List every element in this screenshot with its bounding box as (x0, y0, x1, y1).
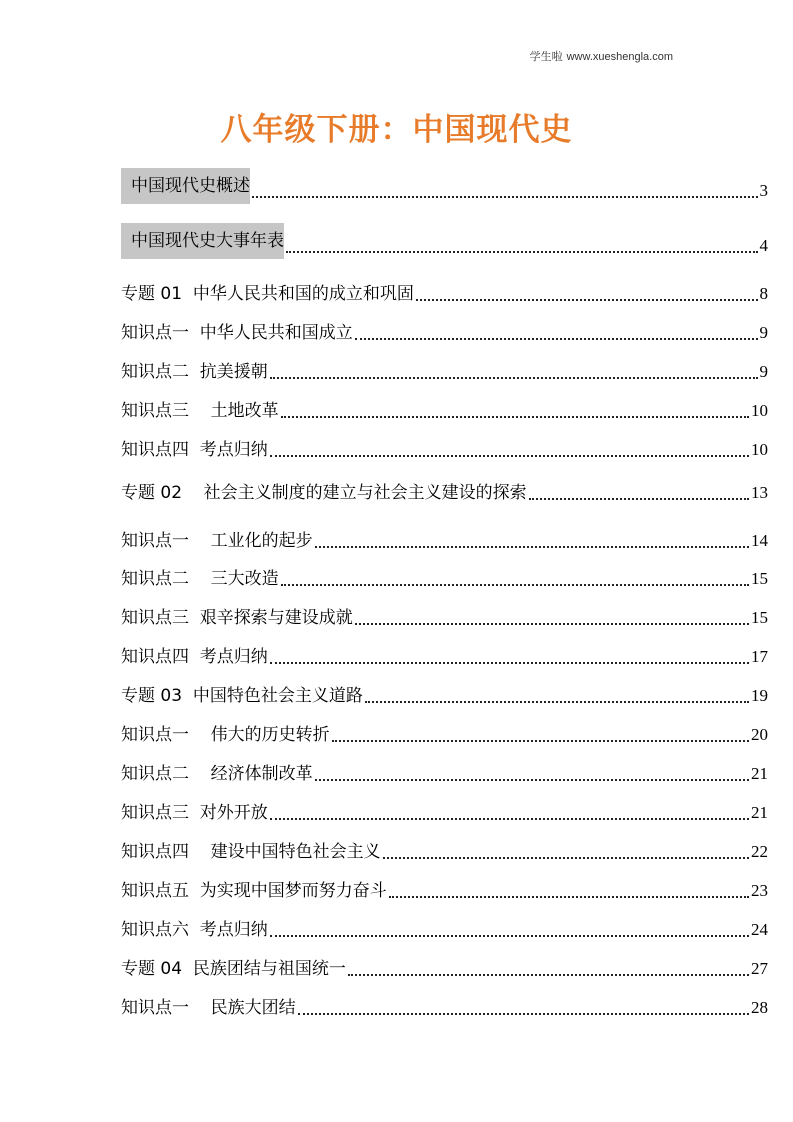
toc-leader-dots (270, 662, 749, 664)
toc-entry-page: 4 (759, 236, 768, 255)
toc-entry-page: 13 (751, 483, 768, 502)
toc-entry[interactable] (121, 605, 768, 631)
toc-entry[interactable] (121, 800, 768, 826)
toc-entry[interactable] (121, 233, 768, 259)
toc-entry[interactable] (121, 839, 768, 865)
toc-entry[interactable] (121, 566, 768, 592)
toc-leader-dots (315, 546, 749, 548)
toc-entry-label: 知识点二 抗美援朝 (121, 362, 268, 382)
page-title: 八年级下册：中国现代史 (220, 112, 573, 148)
toc-entry-label: 知识点三 土地改革 (121, 401, 279, 421)
toc-entry-label: 专题 04 民族团结与祖国统一 (121, 959, 346, 979)
toc-entry-label: 专题 01 中华人民共和国的成立和巩固 (121, 284, 414, 304)
toc-entry-label: 知识点三 对外开放 (121, 803, 268, 823)
toc-entry-page: 21 (751, 764, 768, 783)
toc-entry[interactable] (121, 761, 768, 787)
toc-leader-dots (270, 377, 758, 379)
toc-leader-dots (270, 935, 749, 937)
toc-leader-dots (529, 498, 749, 500)
toc-entry-label: 专题 02 社会主义制度的建立与社会主义建设的探索 (121, 483, 527, 503)
toc-entry-page: 10 (751, 401, 768, 420)
toc-entry[interactable] (121, 722, 768, 748)
toc-leader-dots (281, 416, 749, 418)
toc-entry[interactable] (121, 398, 768, 424)
toc-entry-label: 知识点一 中华人民共和国成立 (121, 323, 353, 343)
toc-entry-label: 知识点六 考点归纳 (121, 920, 268, 940)
toc-entry-page: 19 (751, 686, 768, 705)
toc-entry-page: 9 (759, 362, 768, 381)
toc-leader-dots (416, 299, 758, 301)
toc-entry-page: 27 (751, 959, 768, 978)
toc-entry-page: 9 (759, 323, 768, 342)
toc-entry[interactable] (121, 320, 768, 346)
toc-entry-label: 知识点二 三大改造 (121, 569, 279, 589)
toc-leader-dots (286, 251, 758, 253)
toc-entry-page: 3 (759, 181, 768, 200)
toc-entry[interactable] (121, 878, 768, 904)
toc-entry[interactable] (121, 178, 768, 204)
toc-entry-label: 中国现代史概述 (121, 168, 250, 204)
toc-entry-label: 知识点一 工业化的起步 (121, 531, 313, 551)
toc-entry-label: 中国现代史大事年表 (121, 223, 284, 259)
page-header (0, 48, 673, 64)
toc-entry-label: 专题 03 中国特色社会主义道路 (121, 686, 363, 706)
toc-leader-dots (332, 740, 749, 742)
toc-leader-dots (298, 1013, 749, 1015)
toc-leader-dots (389, 896, 749, 898)
toc-entry-page: 24 (751, 920, 768, 939)
toc-entry-page: 10 (751, 440, 768, 459)
header-brand: 学生啦 (529, 50, 563, 63)
toc-entry-page: 23 (751, 881, 768, 900)
toc-entry[interactable] (121, 956, 768, 982)
header-site: www.xueshengla.com (566, 51, 673, 63)
toc-leader-dots (348, 974, 749, 976)
toc-leader-dots (270, 455, 749, 457)
toc-leader-dots (365, 701, 749, 703)
toc-entry[interactable] (121, 528, 768, 554)
toc-entry-page: 14 (751, 531, 768, 550)
toc-leader-dots (252, 196, 758, 198)
toc-entry[interactable] (121, 683, 768, 709)
toc-entry[interactable] (121, 917, 768, 943)
toc-entry-label: 知识点一 伟大的历史转折 (121, 725, 330, 745)
toc-entry-page: 17 (751, 647, 768, 666)
toc-entry-label: 知识点二 经济体制改革 (121, 764, 313, 784)
toc-entry[interactable] (121, 359, 768, 385)
toc-entry-page: 21 (751, 803, 768, 822)
toc-entry-label: 知识点四 建设中国特色社会主义 (121, 842, 381, 862)
toc-entry[interactable] (121, 480, 768, 506)
toc-entry-label: 知识点四 考点归纳 (121, 440, 268, 460)
toc-entry[interactable] (121, 281, 768, 307)
toc-entry-page: 20 (751, 725, 768, 744)
toc-entry-label: 知识点五 为实现中国梦而努力奋斗 (121, 881, 387, 901)
toc-leader-dots (383, 857, 749, 859)
toc-entry-page: 22 (751, 842, 768, 861)
toc-entry-page: 15 (751, 569, 768, 588)
toc-entry-label: 知识点一 民族大团结 (121, 998, 296, 1018)
toc-leader-dots (281, 584, 749, 586)
toc-entry-page: 28 (751, 998, 768, 1017)
toc-leader-dots (355, 338, 758, 340)
toc-entry-label: 知识点四 考点归纳 (121, 647, 268, 667)
toc-entry-label: 知识点三 艰辛探索与建设成就 (121, 608, 353, 628)
toc-entry-page: 8 (759, 284, 768, 303)
toc-leader-dots (315, 779, 749, 781)
toc-entry[interactable] (121, 995, 768, 1021)
toc-leader-dots (270, 818, 749, 820)
toc-entry[interactable] (121, 644, 768, 670)
toc-entry[interactable] (121, 437, 768, 463)
toc-entry-page: 15 (751, 608, 768, 627)
toc-leader-dots (355, 623, 749, 625)
